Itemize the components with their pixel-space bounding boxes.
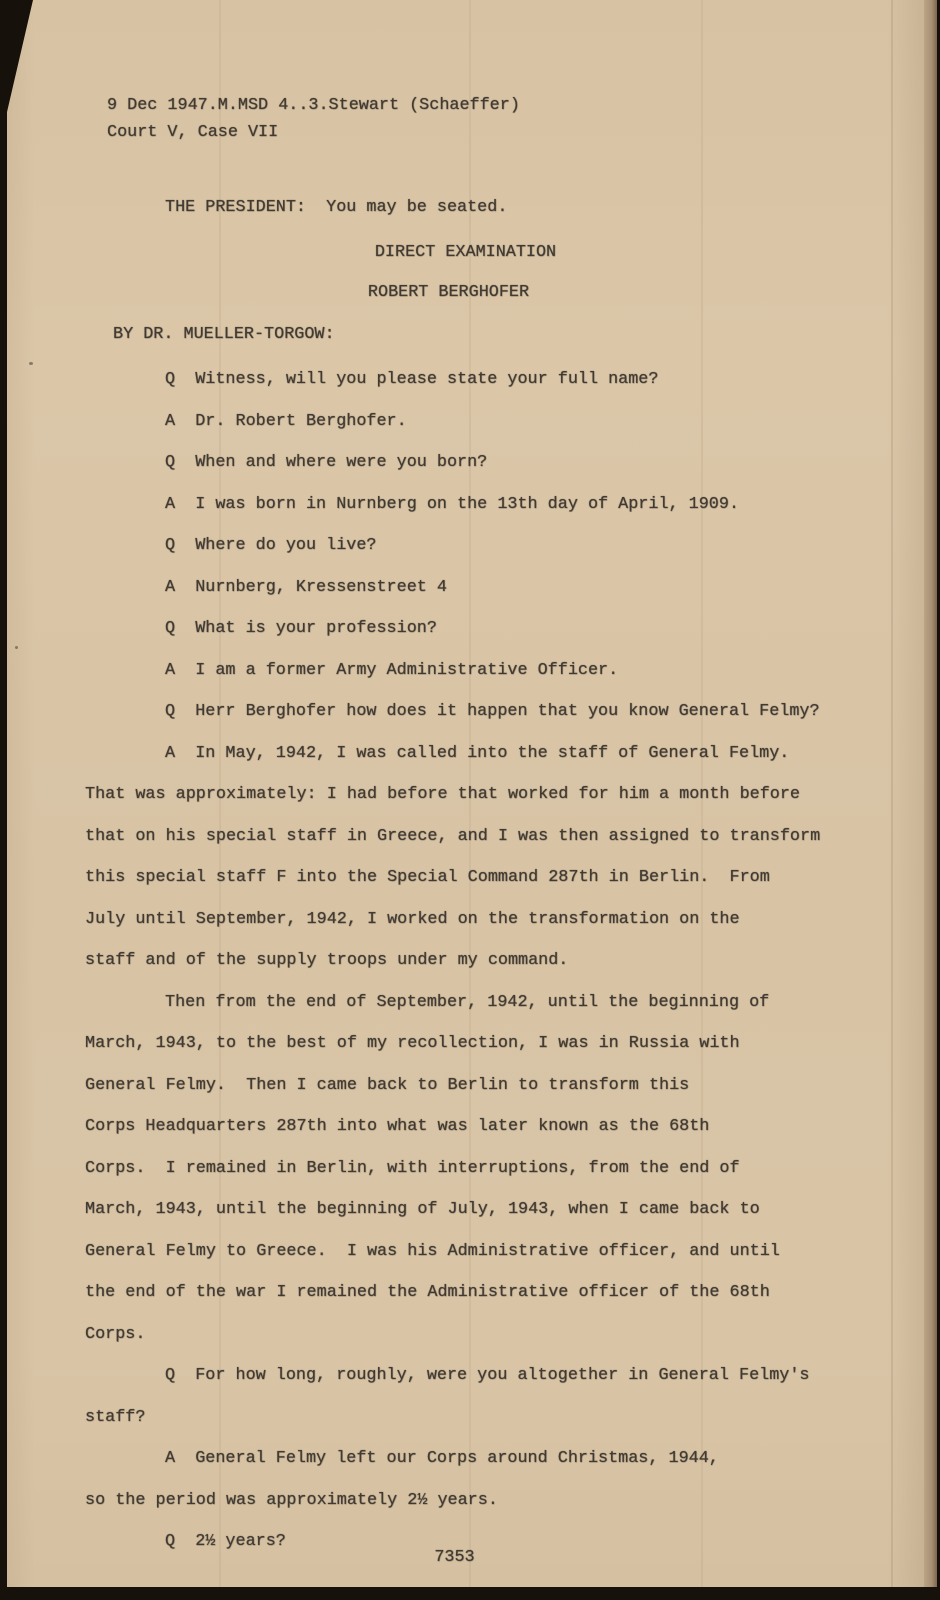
transcript-line: General Felmy to Greece. I was his Administrative officer, and until — [85, 1241, 780, 1261]
president-statement: THE PRESIDENT: You may be seated. — [165, 198, 508, 217]
transcript-line: July until September, 1942, I worked on the transformation on the — [85, 909, 740, 929]
transcript-line: Corps. I remained in Berlin, with interruptions, from the end of — [85, 1158, 740, 1178]
direct-examination-heading: DIRECT EXAMINATION — [374, 243, 557, 262]
transcript-body — [85, 359, 896, 1563]
transcript-line: staff? — [85, 1407, 146, 1427]
transcript-line: A I am a former Army Administrative Officer. — [165, 660, 619, 680]
page-side-edge — [924, 0, 937, 1587]
transcript-line: Corps Headquarters 287th into what was later known as the 68th — [85, 1117, 710, 1136]
transcript-line: Q Where do you live? — [165, 536, 377, 555]
transcript-line: Corps. — [85, 1324, 146, 1344]
transcript-line: A Dr. Robert Berghofer. — [165, 411, 407, 431]
transcript-line: March, 1943, until the beginning of July, 1943, when I came back to — [85, 1200, 760, 1219]
document-page — [7, 0, 924, 1587]
transcript-line: A General Felmy left our Corps around Christmas, 1944, — [165, 1449, 719, 1468]
transcript-line: the end of the war I remained the Administrative officer of the 68th — [85, 1283, 770, 1302]
examiner-byline: BY DR. MUELLER-TORGOW: — [113, 325, 335, 344]
transcript-line: March, 1943, to the best of my recollection, I was in Russia with — [85, 1034, 740, 1053]
transcript-line: A I was born in Nurnberg on the 13th day of April, 1909. — [165, 494, 740, 514]
transcript-line: Q When and where were you born? — [165, 453, 488, 472]
transcript-line: staff and of the supply troops under my command. — [85, 951, 569, 970]
witness-name-heading: ROBERT BERGHOFER — [367, 283, 530, 302]
transcript-line: Q What is your profession? — [165, 619, 437, 638]
page-number: 7353 — [434, 1548, 475, 1567]
transcript-line: this special staff F into the Special Command 287th in Berlin. From — [85, 868, 770, 887]
transcript-line: so the period was approximately 2½ years. — [85, 1490, 498, 1510]
transcript-line: Then from the end of September, 1942, until the beginning of — [165, 992, 770, 1012]
transcript-line: Q Herr Berghofer how does it happen that you know General Felmy? — [165, 702, 820, 721]
transcript-line: A In May, 1942, I was called into the staff of General Felmy. — [165, 743, 790, 763]
header-date-line: 9 Dec 1947.M.MSD 4..3.Stewart (Schaeffer) — [107, 96, 520, 115]
paper-speck — [15, 646, 18, 649]
transcript-line: That was approximately: I had before that worked for him a month before — [85, 785, 800, 804]
header-court-case-line: Court V, Case VII — [107, 123, 279, 142]
transcript-line: Q For how long, roughly, were you altogether in General Felmy's — [165, 1366, 810, 1385]
transcript-line: Q 2½ years? — [165, 1532, 286, 1551]
transcript-line: General Felmy. Then I came back to Berlin to transform this — [85, 1075, 690, 1095]
document-header — [107, 92, 520, 146]
transcript-line: A Nurnberg, Kressenstreet 4 — [165, 577, 447, 597]
transcript-line: Q Witness, will you please state your full name? — [165, 370, 659, 389]
transcript-line: that on his special staff in Greece, and I was then assigned to transform — [85, 826, 821, 846]
paper-speck — [29, 362, 33, 365]
scan-corner-shadow — [7, 0, 33, 112]
